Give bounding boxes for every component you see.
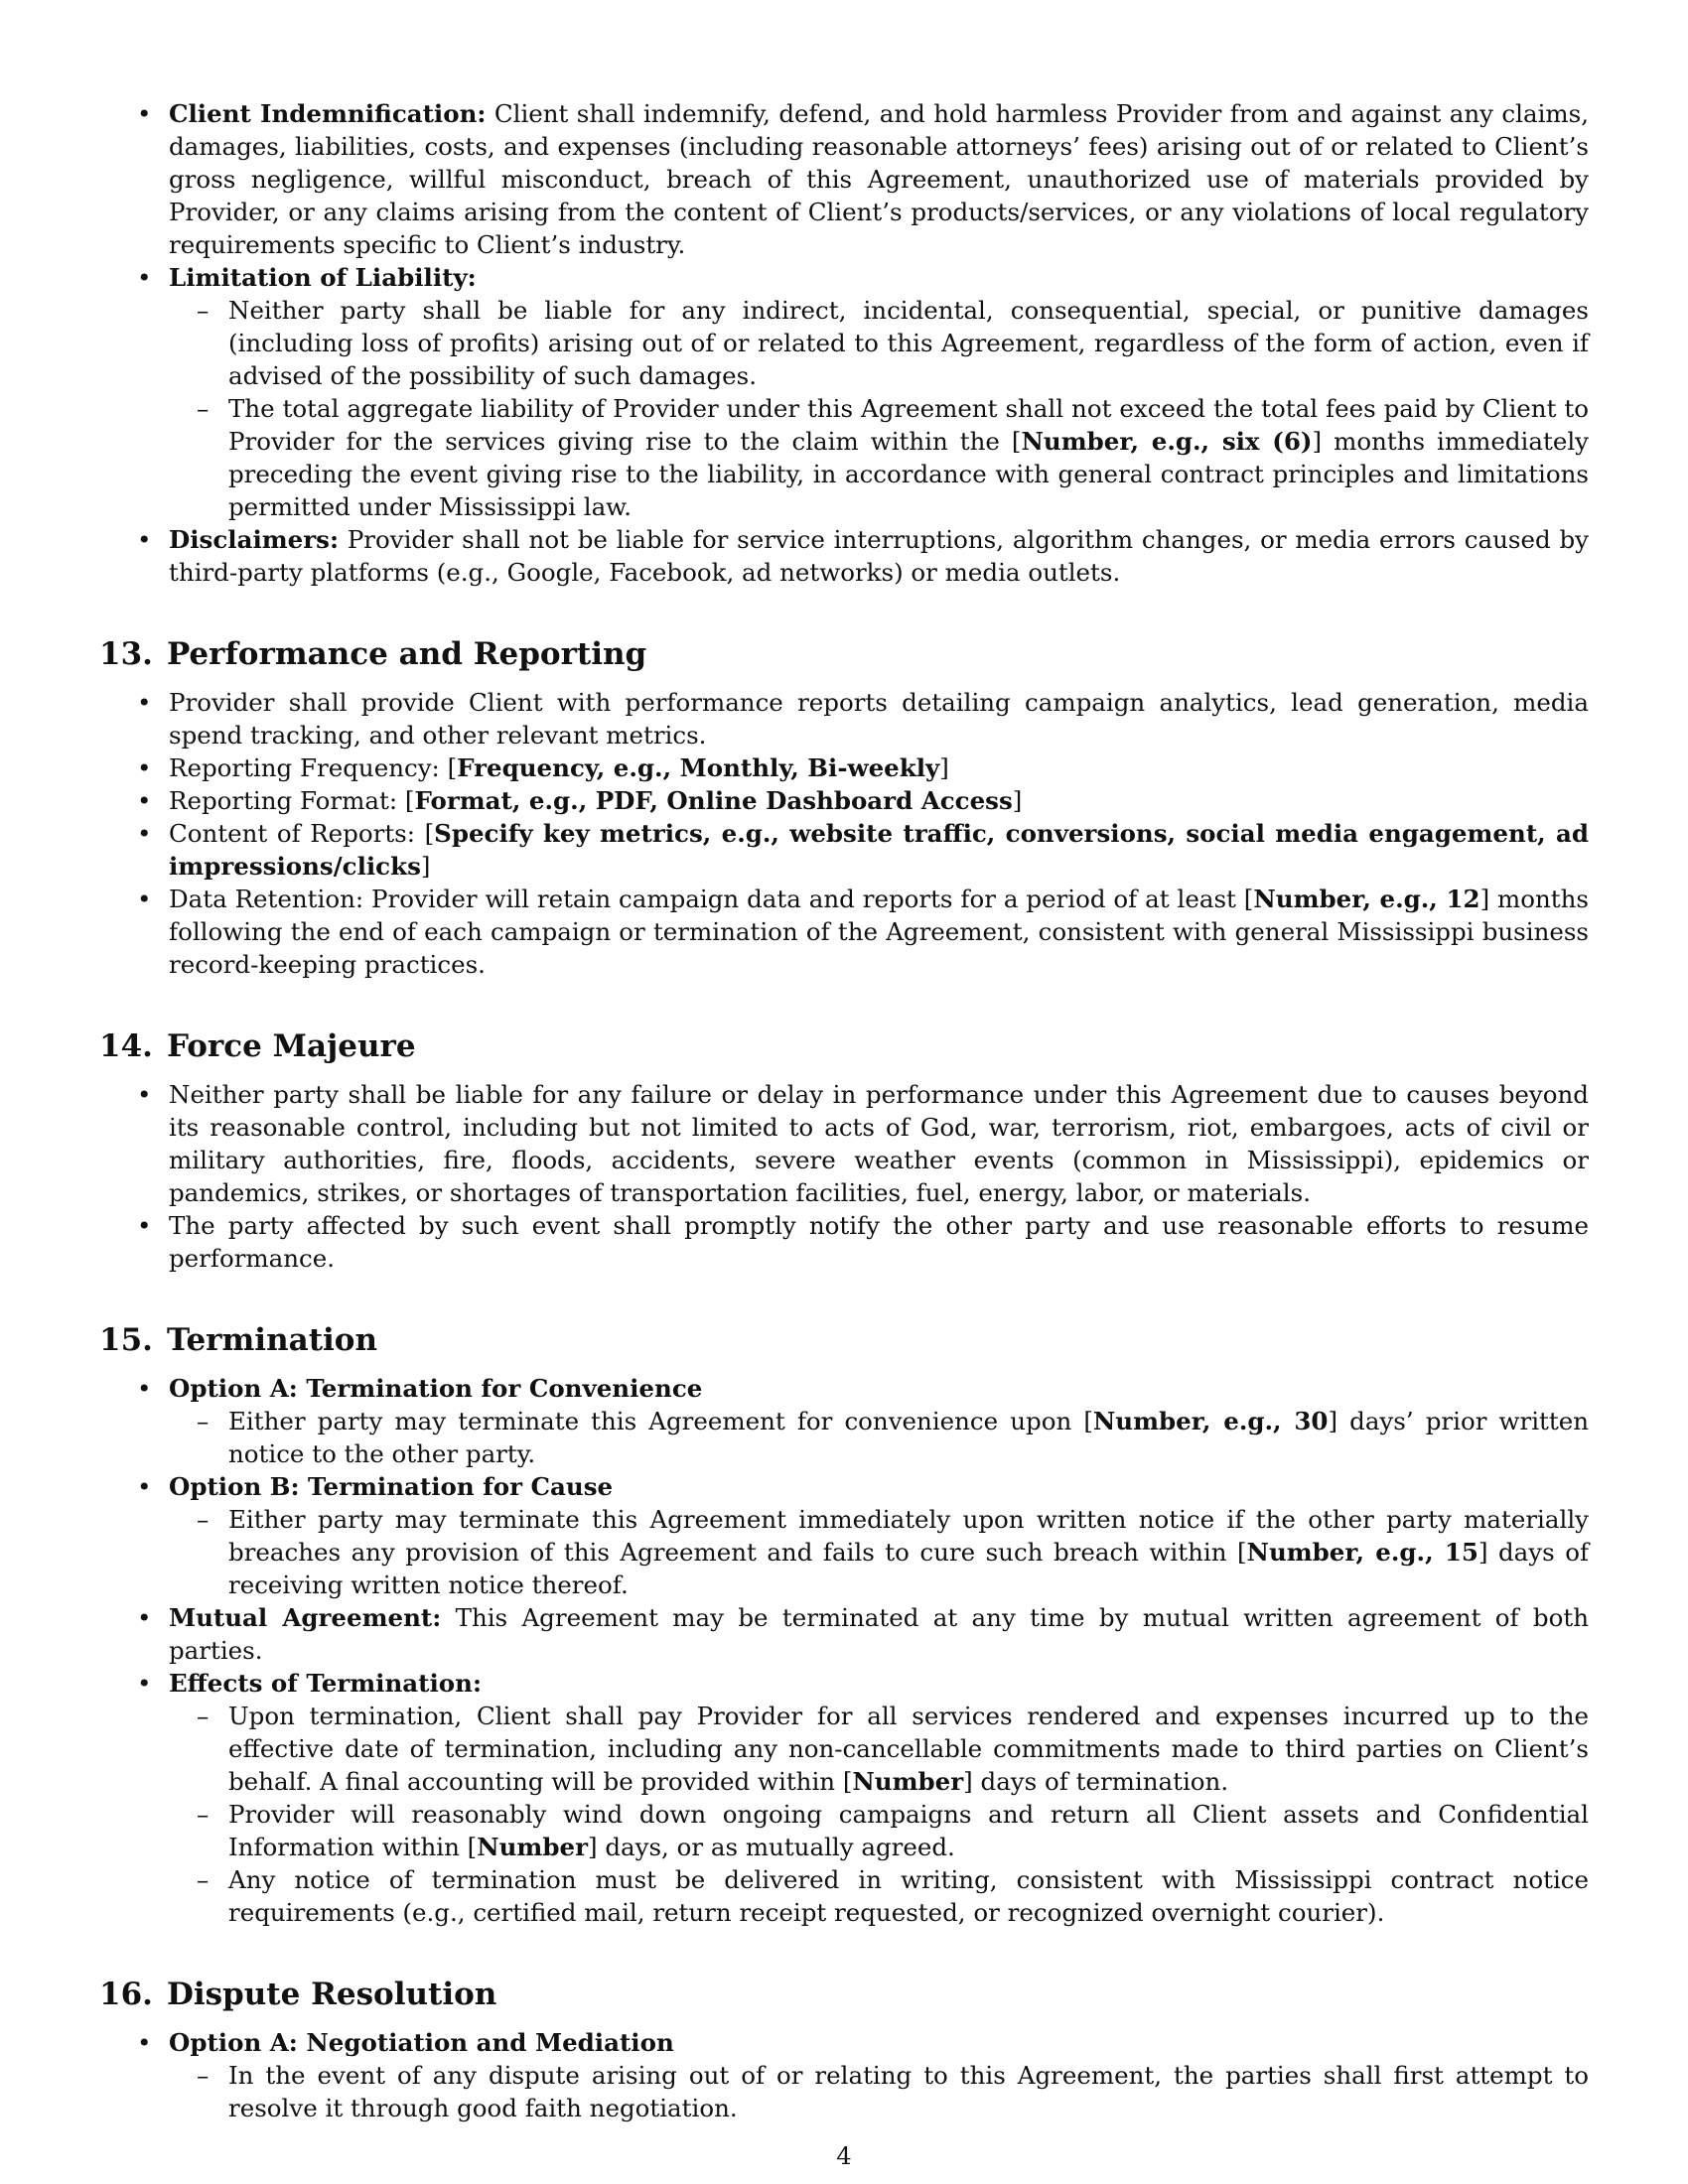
sub-item-text: ] days of termination. (963, 1767, 1229, 1796)
section-number: 13. (99, 636, 153, 672)
sub-item-text: ] months immediately preceding the event giving rise to the liability, in accordance with general contract principles and limitations permitted under Mississippi law. (228, 427, 1589, 521)
list-item: • Provider shall provide Client with performance reports detailing campaign analytics, lead generation, media spend tracking, and other relevant metrics. (99, 686, 1589, 751)
item-label: Client Indemnification: (169, 99, 487, 128)
page-content (99, 97, 1589, 2124)
item-text: Provider shall not be liable for service interruptions, algorithm changes, or media errors caused by third-party platforms (e.g., Google, Facebook, ad networks) or media outlets. (169, 525, 1589, 587)
section-heading-15 (99, 1322, 1589, 1358)
section-title: Termination (166, 1322, 378, 1358)
placeholder-field: Format, e.g., PDF, Online Dashboard Access (414, 786, 1013, 815)
item-label: Limitation of Liability: (169, 263, 477, 292)
list-item: • Neither party shall be liable for any failure or delay in performance under this Agreement due to causes beyond its reasonable control, including but not limited to acts of God, war, terrorism, riot, embargoes, acts of civil or military authorities, fire, floods, accidents, severe weather events (common in Mississippi), epidemics or pandemics, strikes, or shortages of transportation facilities, fuel, energy, labor, or materials. (99, 1078, 1589, 1209)
item-text: ] (420, 852, 431, 881)
section-title: Dispute Resolution (166, 1977, 497, 2012)
section-number: 16. (99, 1977, 153, 2012)
sub-item (169, 1700, 1589, 1798)
sub-list (169, 1503, 1589, 1601)
section-number: 14. (99, 1028, 153, 1064)
item-label: Mutual Agreement: (169, 1603, 442, 1632)
list-item-option-a (99, 2026, 1589, 2124)
list-item-reporting-format (99, 784, 1589, 817)
list-item-client-indemnification (99, 97, 1589, 261)
section-14-list (99, 1078, 1589, 1275)
section-heading-13 (99, 636, 1589, 672)
sub-list (169, 2059, 1589, 2124)
sub-item: – Any notice of termination must be delivered in writing, consistent with Mississippi contract notice requirements (e.g., certified mail, return receipt requested, or recognized overnight courier). (169, 1863, 1589, 1929)
placeholder-field: Number (852, 1767, 964, 1796)
item-text: ] (939, 753, 949, 782)
sub-item-text: ] days’ prior written notice to the other party. (228, 1407, 1589, 1468)
section-13-list (99, 686, 1589, 981)
list-item-option-b (99, 1470, 1589, 1601)
placeholder-field: Number (477, 1833, 588, 1861)
item-label: Option A: Termination for Convenience (169, 1374, 703, 1403)
placeholder-field: Specify key metrics, e.g., website traffic, conversions, social media engagement, ad impressions/clicks (169, 819, 1590, 881)
item-text: ] months following the end of each campaign or termination of the Agreement, consistent with general Mississippi business record-keeping practices. (169, 885, 1590, 979)
sub-item (169, 1503, 1589, 1601)
section-15-list (99, 1372, 1589, 1929)
page-number: 4 (836, 2142, 852, 2170)
item-text: Reporting Frequency: [ (169, 753, 458, 782)
sub-item-text: Provider will reasonably wind down ongoing campaigns and return all Client assets and Confidential Information within [ (228, 1800, 1589, 1861)
placeholder-field: Number, e.g., 30 (1092, 1407, 1329, 1435)
section-title: Performance and Reporting (166, 636, 647, 672)
section-16-list (99, 2026, 1589, 2124)
sub-item: – Neither party shall be liable for any indirect, incidental, consequential, special, or punitive damages (including loss of profits) arising out of or related to this Agreement, regardless of the form of action, even if advised of the possibility of such damages. (169, 294, 1589, 392)
section-title: Force Majeure (166, 1028, 416, 1064)
placeholder-field: Number, e.g., 15 (1246, 1538, 1478, 1567)
sub-item (169, 392, 1589, 523)
sub-list (169, 1700, 1589, 1929)
placeholder-field: Number, e.g., 12 (1253, 885, 1480, 913)
list-item-content-of-reports (99, 817, 1589, 883)
section-heading-14 (99, 1028, 1589, 1064)
list-item-limitation-of-liability (99, 261, 1589, 523)
item-label: Option B: Termination for Cause (169, 1472, 614, 1501)
placeholder-field: Number, e.g., six (6) (1021, 427, 1313, 456)
list-item-effects-of-termination (99, 1667, 1589, 1929)
item-label: Option A: Negotiation and Mediation (169, 2028, 674, 2057)
item-text: This Agreement may be terminated at any time by mutual written agreement of both parties. (169, 1603, 1589, 1665)
placeholder-field: Frequency, e.g., Monthly, Bi-weekly (457, 753, 940, 782)
item-label: Disclaimers: (169, 525, 340, 554)
sub-list (169, 294, 1589, 523)
item-text: Data Retention: Provider will retain campaign data and reports for a period of at least [ (169, 885, 1254, 913)
item-text: Client shall indemnify, defend, and hold harmless Provider from and against any claims, damages, liabilities, costs, and expenses (including reasonable attorneys’ fees) arising out of or related to Client’s gross negligence, willful misconduct, breach of this Agreement, unauthorized use of materials provided by Provider, or any claims arising from the content of Client’s products/services, or any violations of local regulatory requirements specific to Client’s industry. (169, 99, 1590, 259)
sub-item-text: ] days, or as mutually agreed. (587, 1833, 955, 1861)
list-item-mutual-agreement (99, 1601, 1589, 1667)
sub-item-text: Upon termination, Client shall pay Provider for all services rendered and expenses incurred up to the effective date of termination, including any non-cancellable commitments made to third parties on Client’s behalf. A final accounting will be provided within [ (228, 1702, 1589, 1796)
list-item-disclaimers (99, 523, 1589, 589)
sub-item-text: ] days of receiving written notice thereof. (228, 1538, 1590, 1599)
section-number: 15. (99, 1322, 153, 1358)
sub-item-text: Either party may terminate this Agreement for convenience upon [ (228, 1407, 1093, 1435)
list-item-option-a (99, 1372, 1589, 1470)
liability-list (99, 97, 1589, 589)
sub-list (169, 1405, 1589, 1470)
item-label: Effects of Termination: (169, 1669, 482, 1698)
list-item-data-retention (99, 883, 1589, 981)
list-item: • The party affected by such event shall promptly notify the other party and use reasonable efforts to resume performance. (99, 1209, 1589, 1275)
item-text: ] (1012, 786, 1023, 815)
sub-item (169, 1798, 1589, 1863)
item-text: Content of Reports: [ (169, 819, 435, 848)
item-text: Reporting Format: [ (169, 786, 415, 815)
sub-item: – In the event of any dispute arising out of or relating to this Agreement, the parties shall first attempt to resolve it through good faith negotiation. (169, 2059, 1589, 2124)
sub-item-text: The total aggregate liability of Provider under this Agreement shall not exceed the total fees paid by Client to Provider for the services giving rise to the claim within the [ (228, 394, 1589, 456)
list-item-reporting-frequency (99, 751, 1589, 784)
sub-item-text: Either party may terminate this Agreement immediately upon written notice if the other party materially breaches any provision of this Agreement and fails to cure such breach within [ (228, 1505, 1589, 1567)
section-heading-16 (99, 1977, 1589, 2012)
sub-item (169, 1405, 1589, 1470)
